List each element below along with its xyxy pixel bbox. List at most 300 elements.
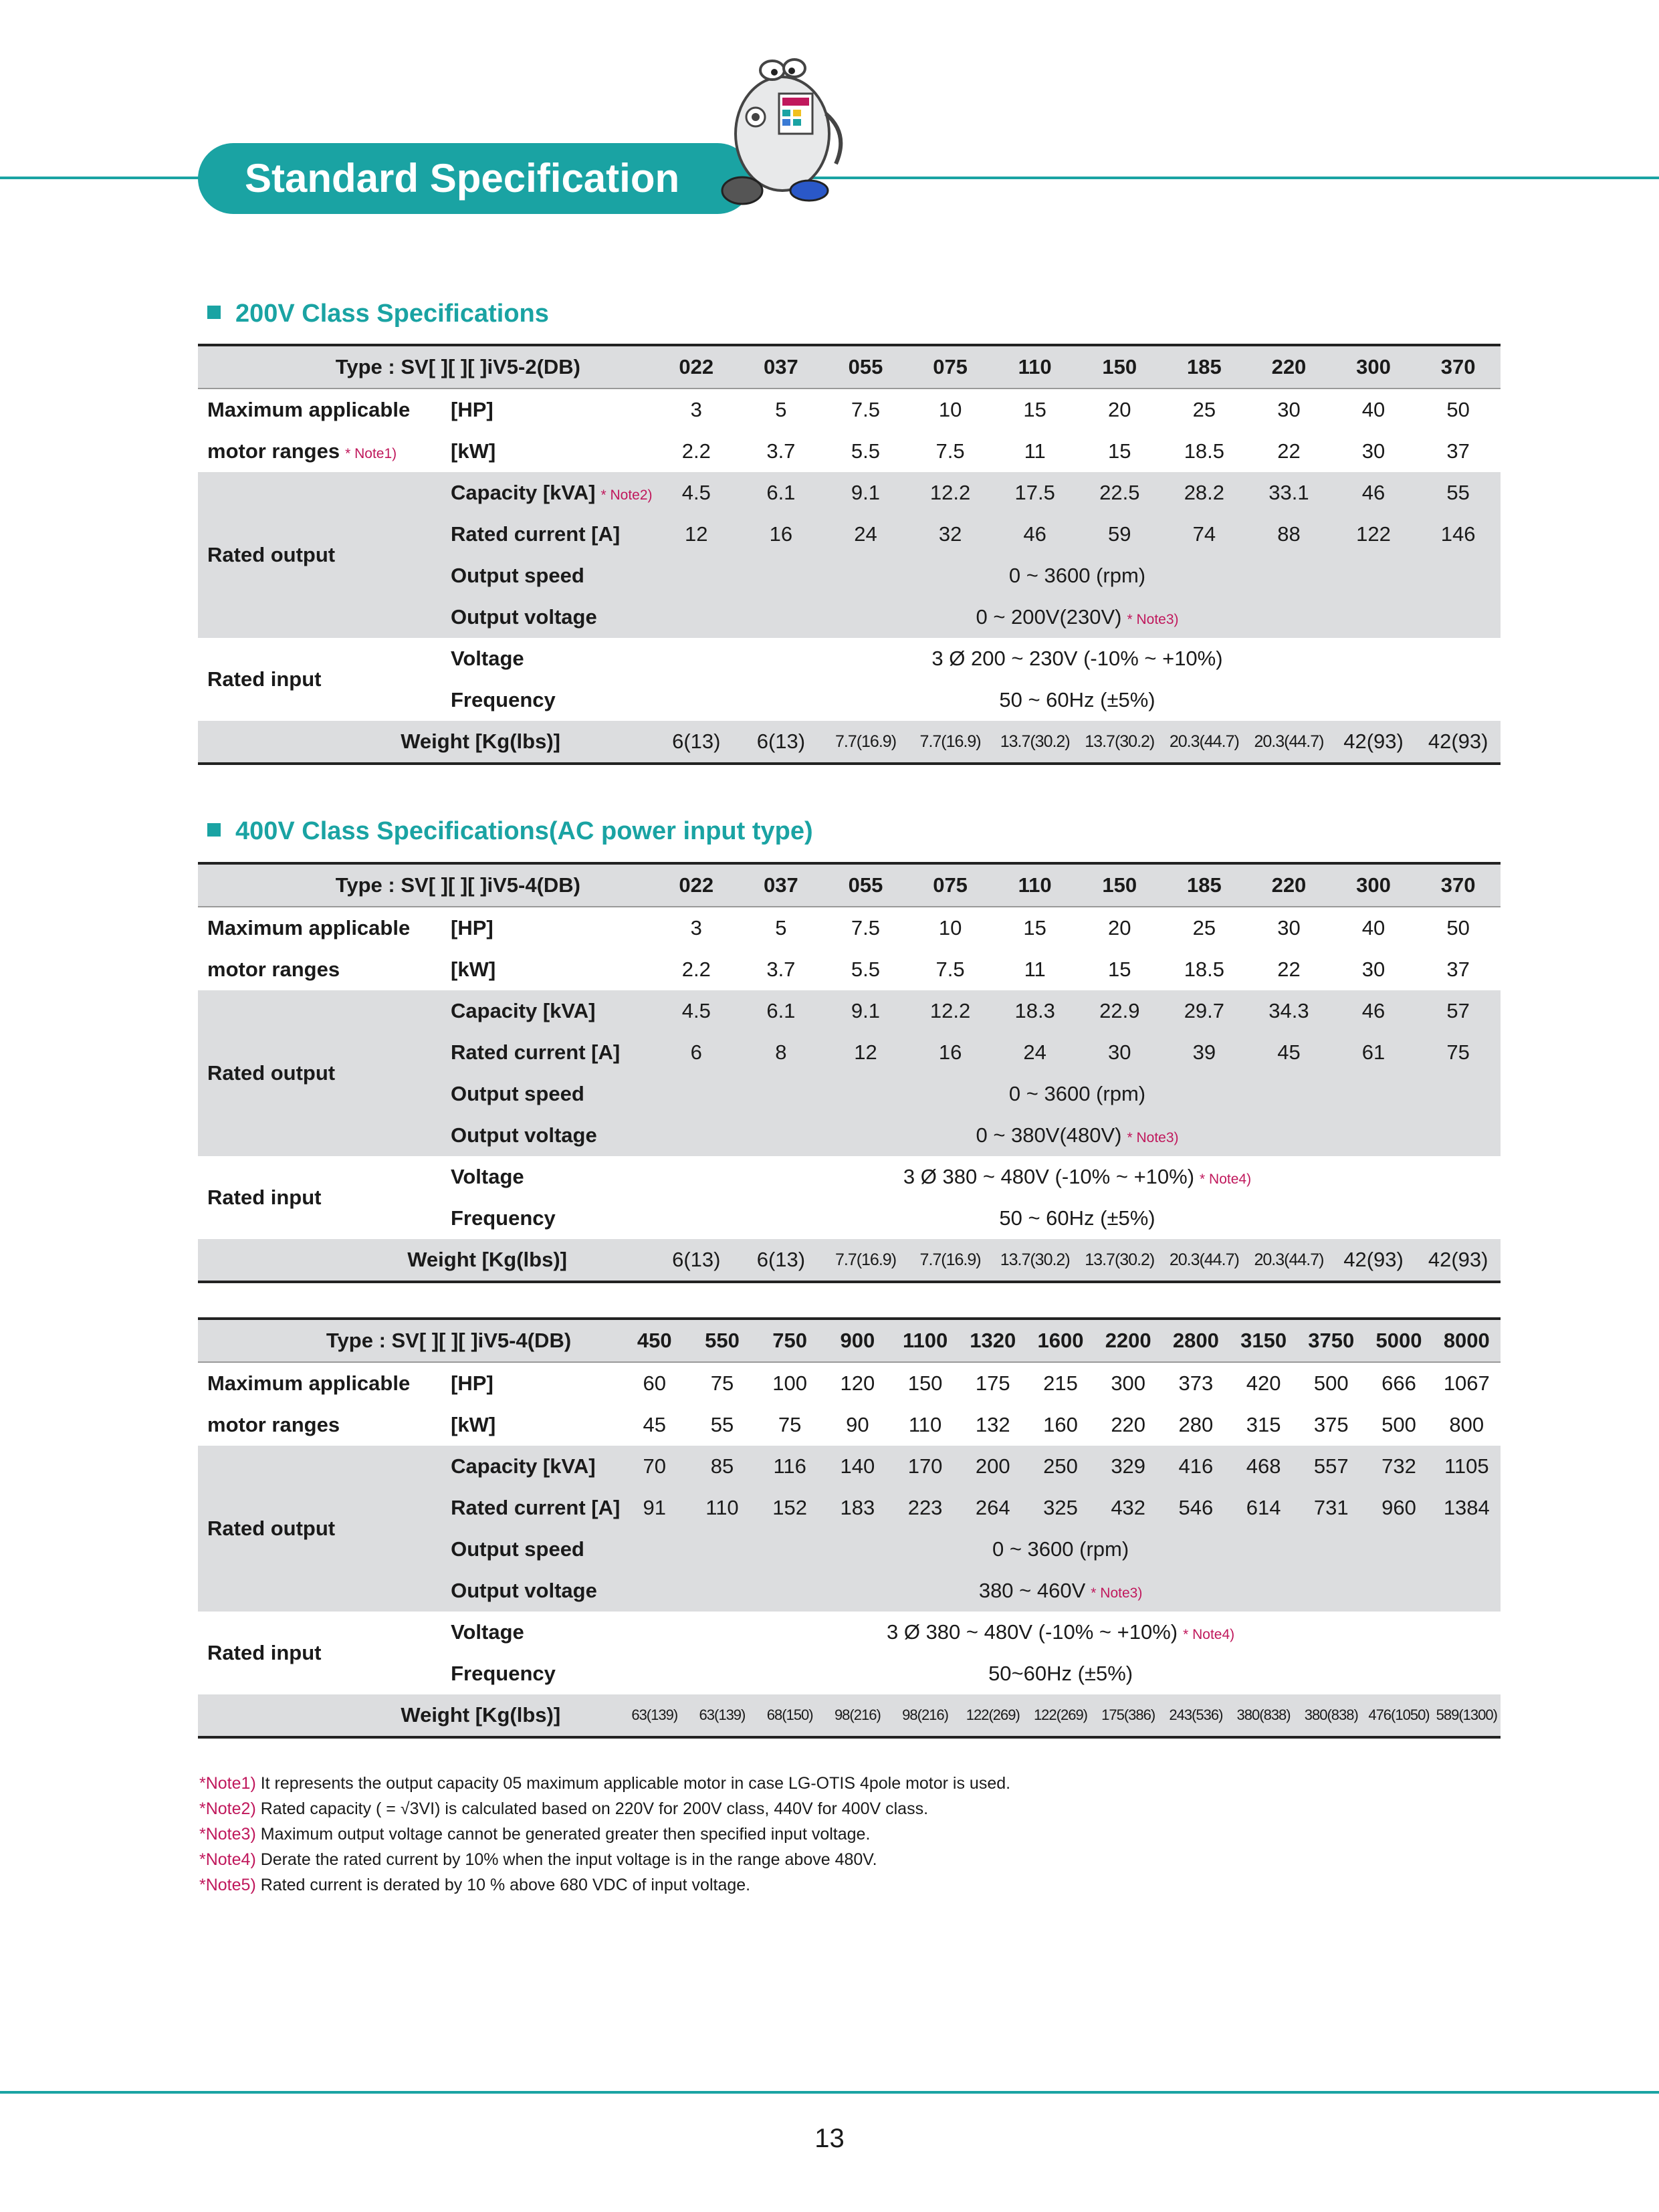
cell: 57: [1416, 990, 1501, 1032]
cell: 110: [908, 1413, 942, 1436]
cell: 32: [908, 514, 993, 555]
cell: 18.5: [1184, 439, 1225, 463]
row-label: [198, 721, 654, 764]
group-label: Rated output: [198, 472, 441, 638]
cell: 28.2: [1162, 472, 1247, 514]
model-col: 075: [908, 345, 993, 389]
table-row: [198, 1362, 1501, 1404]
cell: 75: [1416, 1032, 1501, 1073]
cell: 7.5: [851, 398, 881, 421]
row-label: Maximum applicable: [207, 916, 411, 939]
cell: 2.2: [681, 439, 711, 463]
model-col: 185: [1162, 863, 1247, 907]
cell: 46: [1331, 990, 1416, 1032]
cell: 380(838): [1230, 1694, 1297, 1737]
cell: 15: [1108, 439, 1131, 463]
cell: 7.7(16.9): [908, 1239, 993, 1282]
cell: 34.3: [1246, 990, 1331, 1032]
group-label: Rated output: [198, 990, 441, 1156]
cell: 6(13): [654, 1239, 739, 1282]
cell: 731: [1297, 1487, 1365, 1529]
cell: 15: [1023, 916, 1046, 939]
cell: 122(269): [1026, 1694, 1094, 1737]
cell: 50 ~ 60Hz (±5%): [999, 688, 1155, 711]
cell: 25: [1192, 398, 1216, 421]
cell: 40: [1361, 916, 1386, 939]
cell: 7.7(16.9): [823, 721, 908, 764]
note-ref: * Note3): [1127, 612, 1179, 627]
cell-text: 380 ~ 460V: [978, 1579, 1086, 1602]
model-col: 110: [992, 345, 1077, 389]
cell: 280: [1178, 1413, 1214, 1436]
table-row: [198, 907, 1501, 949]
cell: 375: [1313, 1413, 1349, 1436]
cell: 8: [739, 1032, 824, 1073]
sub-label: Output speed: [441, 1529, 621, 1570]
cell: 420: [1246, 1371, 1281, 1395]
footnote: [199, 1847, 1010, 1872]
cell: 10: [938, 398, 962, 421]
cell: 20.3(44.7): [1246, 1239, 1331, 1282]
cell: 800: [1449, 1413, 1484, 1436]
row-label: [198, 1694, 621, 1737]
cell: [654, 1115, 1501, 1156]
cell: 17.5: [992, 472, 1077, 514]
type-header: Type : SV[ ][ ][ ]iV5-4(DB): [198, 1319, 621, 1362]
sub-label: Output voltage: [441, 596, 654, 638]
cell: 732: [1365, 1446, 1432, 1487]
model-col: 037: [739, 863, 824, 907]
model-col: 550: [688, 1319, 756, 1362]
note-ref: * Note2): [600, 487, 653, 503]
footnote: [199, 1872, 1010, 1898]
sub-label: [HP]: [451, 916, 493, 939]
cell: 468: [1230, 1446, 1297, 1487]
cell: 18.3: [992, 990, 1077, 1032]
cell: 42(93): [1331, 1239, 1416, 1282]
model-col: 2200: [1095, 1319, 1162, 1362]
cell: 42(93): [1416, 1239, 1501, 1282]
model-col: 185: [1162, 345, 1247, 389]
model-col: 055: [823, 863, 908, 907]
footnote: [199, 1796, 1010, 1821]
footnote-tag: *Note3): [199, 1825, 256, 1844]
cell: 90: [846, 1413, 869, 1436]
bullet-square-icon: [207, 306, 221, 319]
cell: 42(93): [1331, 721, 1416, 764]
cell: 11: [1024, 439, 1046, 463]
footnote-text: Rated capacity ( = √3VI) is calculated based on 220V for 200V class, 440V for 400V class.: [255, 1799, 929, 1818]
cell: 476(1050): [1365, 1694, 1432, 1737]
section-heading-200v: [207, 300, 549, 328]
sub-label: [kW]: [451, 958, 496, 981]
cell: 3: [690, 398, 702, 421]
cell: 12.2: [908, 472, 993, 514]
sub-label: Output voltage: [441, 1570, 621, 1612]
table-row: [198, 1694, 1501, 1737]
cell: 20.3(44.7): [1162, 721, 1247, 764]
cell: 37: [1446, 958, 1470, 981]
cell: 20: [1108, 398, 1131, 421]
model-col: 370: [1416, 345, 1501, 389]
model-col: 022: [654, 863, 739, 907]
cell: 55: [710, 1413, 734, 1436]
cell: 24: [823, 514, 908, 555]
cell: 175(386): [1095, 1694, 1162, 1737]
sub-label: Output speed: [441, 1073, 654, 1115]
note-ref: * Note4): [1183, 1627, 1235, 1642]
type-header: Type : SV[ ][ ][ ]iV5-2(DB): [198, 345, 654, 389]
cell: 42(93): [1416, 721, 1501, 764]
cell: 46: [1331, 472, 1416, 514]
cell: 24: [992, 1032, 1077, 1073]
cell: 75: [778, 1413, 802, 1436]
cell: 183: [824, 1487, 891, 1529]
spec-table-200v: [198, 344, 1501, 765]
sub-label: [kW]: [451, 1413, 496, 1436]
cell: 110: [688, 1487, 756, 1529]
footer-rule: [0, 2091, 1659, 2094]
cell: 16: [739, 514, 824, 555]
cell: 1384: [1433, 1487, 1501, 1529]
cell: 7.7(16.9): [823, 1239, 908, 1282]
cell: 223: [891, 1487, 959, 1529]
cell: 18.5: [1184, 958, 1225, 981]
bullet-square-icon: [207, 823, 221, 837]
cell: 0 ~ 3600 (rpm): [654, 1073, 1501, 1115]
cell: 9.1: [823, 472, 908, 514]
cell: 10: [938, 916, 962, 939]
cell: 3.7: [766, 439, 796, 463]
cell: 7.5: [935, 439, 965, 463]
cell: 74: [1162, 514, 1247, 555]
sub-label: Output speed: [441, 555, 654, 596]
row-label: Maximum applicable: [207, 1371, 411, 1395]
cell: 45: [1246, 1032, 1331, 1073]
cell: 39: [1162, 1032, 1247, 1073]
note-ref: * Note3): [1127, 1130, 1179, 1145]
cell: 416: [1162, 1446, 1230, 1487]
sub-label: [441, 472, 654, 514]
cell: 11: [1024, 958, 1046, 981]
cell: 12: [823, 1032, 908, 1073]
group-label: Rated input: [207, 667, 322, 691]
cell-text: 0 ~ 380V(480V): [976, 1123, 1122, 1147]
model-col: 300: [1331, 345, 1416, 389]
cell: 30: [1361, 958, 1386, 981]
cell: 68(150): [756, 1694, 824, 1737]
model-col: 1600: [1026, 1319, 1094, 1362]
cell: 100: [772, 1371, 808, 1395]
cell: 432: [1095, 1487, 1162, 1529]
model-col: 3750: [1297, 1319, 1365, 1362]
table-row: [198, 389, 1501, 431]
table-row: [198, 990, 1501, 1032]
sub-label: Frequency: [451, 1662, 556, 1685]
cell: 243(536): [1162, 1694, 1230, 1737]
cell: 60: [643, 1371, 666, 1395]
cell: 98(216): [891, 1694, 959, 1737]
model-col: 220: [1246, 345, 1331, 389]
cell: 22: [1277, 958, 1301, 981]
cell: 329: [1095, 1446, 1162, 1487]
model-col: 750: [756, 1319, 824, 1362]
cell: 70: [621, 1446, 688, 1487]
cell: 61: [1331, 1032, 1416, 1073]
cell: 46: [992, 514, 1077, 555]
footnote-tag: *Note4): [199, 1850, 256, 1869]
cell: 15: [1108, 958, 1131, 981]
row-label: motor ranges: [207, 958, 340, 981]
cell: 50: [1446, 916, 1470, 939]
model-col: 300: [1331, 863, 1416, 907]
cell: 45: [643, 1413, 666, 1436]
sub-label: Frequency: [451, 1206, 556, 1230]
cell: 557: [1297, 1446, 1365, 1487]
cell: 380(838): [1297, 1694, 1365, 1737]
cell: 16: [908, 1032, 993, 1073]
cell: 12: [654, 514, 739, 555]
cell: 30: [1277, 398, 1301, 421]
cell-text: 3 Ø 380 ~ 480V (-10% ~ +10%): [886, 1620, 1178, 1644]
sub-label: [HP]: [451, 1371, 493, 1395]
table-row: [198, 472, 1501, 514]
cell: 666: [1381, 1371, 1416, 1395]
model-col: 900: [824, 1319, 891, 1362]
cell: 7.7(16.9): [908, 721, 993, 764]
model-col: 1320: [959, 1319, 1026, 1362]
cell: 4.5: [654, 990, 739, 1032]
table-row: [198, 638, 1501, 679]
cell: 5.5: [851, 439, 881, 463]
table-row: [198, 1239, 1501, 1282]
cell: 50: [1446, 398, 1470, 421]
cell: 85: [688, 1446, 756, 1487]
mascot-illustration: [715, 53, 849, 207]
cell: 6.1: [739, 472, 824, 514]
cell: 4.5: [654, 472, 739, 514]
sub-label: Rated current [A]: [441, 1032, 654, 1073]
cell: 13.7(30.2): [992, 1239, 1077, 1282]
row-label: motor ranges: [207, 1413, 340, 1436]
cell-text: 3 Ø 380 ~ 480V (-10% ~ +10%): [903, 1165, 1195, 1188]
cell: 589(1300): [1433, 1694, 1501, 1737]
cell: 5.5: [851, 958, 881, 981]
cell: [621, 1570, 1501, 1612]
cell: 25: [1192, 916, 1216, 939]
model-col: 5000: [1365, 1319, 1432, 1362]
model-col: 110: [992, 863, 1077, 907]
cell: 546: [1162, 1487, 1230, 1529]
cell: 7.5: [935, 958, 965, 981]
cell: 40: [1361, 398, 1386, 421]
cell: 59: [1077, 514, 1162, 555]
row-label: [198, 1239, 654, 1282]
cell: 75: [710, 1371, 734, 1395]
table-row: [198, 949, 1501, 990]
cell: 215: [1043, 1371, 1078, 1395]
model-col: 2800: [1162, 1319, 1230, 1362]
table-row: [198, 1156, 1501, 1198]
model-col: 075: [908, 863, 993, 907]
cell: 5: [775, 398, 787, 421]
cell: 22.9: [1077, 990, 1162, 1032]
group-label: Rated input: [207, 1186, 322, 1209]
cell: 20: [1108, 916, 1131, 939]
cell: 315: [1246, 1413, 1281, 1436]
group-label: Rated input: [207, 1641, 322, 1664]
cell: 30: [1277, 916, 1301, 939]
footnote-tag: *Note2): [199, 1799, 256, 1818]
cell: 13.7(30.2): [1077, 721, 1162, 764]
cell: 6(13): [739, 721, 824, 764]
cell: 2.2: [681, 958, 711, 981]
cell: 200: [959, 1446, 1026, 1487]
note-ref: * Note3): [1091, 1585, 1143, 1601]
cell: 170: [891, 1446, 959, 1487]
row-label-text: motor ranges: [207, 439, 340, 463]
cell: 960: [1365, 1487, 1432, 1529]
cell: 175: [975, 1371, 1010, 1395]
sub-label: Rated current [A]: [441, 1487, 621, 1529]
cell: 15: [1023, 398, 1046, 421]
type-header: Type : SV[ ][ ][ ]iV5-4(DB): [198, 863, 654, 907]
section-heading-400v: [207, 817, 813, 846]
cell: 373: [1178, 1371, 1214, 1395]
row-label-text: Weight [Kg(lbs)]: [401, 1703, 561, 1727]
cell: 325: [1026, 1487, 1094, 1529]
cell: 22: [1277, 439, 1301, 463]
table-header-row: [198, 1319, 1501, 1362]
cell: [654, 1156, 1501, 1198]
cell: 91: [621, 1487, 688, 1529]
cell: 264: [959, 1487, 1026, 1529]
footnote: [199, 1821, 1010, 1847]
cell: 6(13): [654, 721, 739, 764]
cell: 63(139): [621, 1694, 688, 1737]
cell: 20.3(44.7): [1162, 1239, 1247, 1282]
cell-text: 0 ~ 200V(230V): [976, 605, 1122, 629]
cell: 500: [1381, 1413, 1416, 1436]
cell: 22.5: [1077, 472, 1162, 514]
table-row: [198, 721, 1501, 764]
cell: 122(269): [959, 1694, 1026, 1737]
footnote-tag: *Note1): [199, 1774, 256, 1793]
cell: [654, 596, 1501, 638]
footnote-text: Rated current is derated by 10 % above 680 VDC of input voltage.: [255, 1876, 751, 1894]
cell: 6.1: [739, 990, 824, 1032]
model-col: 150: [1077, 863, 1162, 907]
cell: 1067: [1443, 1371, 1490, 1395]
note-ref: * Note1): [345, 446, 397, 461]
model-col: 3150: [1230, 1319, 1297, 1362]
cell: 150: [907, 1371, 943, 1395]
footnote-tag: *Note5): [199, 1876, 256, 1894]
model-col: 055: [823, 345, 908, 389]
cell: 300: [1111, 1371, 1146, 1395]
sub-label: Capacity [kVA]: [441, 990, 654, 1032]
cell: 50~60Hz (±5%): [988, 1662, 1133, 1685]
sub-label: Voltage: [451, 1165, 524, 1188]
cell: 132: [975, 1413, 1010, 1436]
cell: 37: [1446, 439, 1470, 463]
cell: 88: [1246, 514, 1331, 555]
cell: 98(216): [824, 1694, 891, 1737]
cell: 30: [1077, 1032, 1162, 1073]
sub-label: Voltage: [451, 647, 524, 670]
cell: 146: [1416, 514, 1501, 555]
sub-label: Voltage: [451, 1620, 524, 1644]
section-title: 200V Class Specifications: [235, 300, 549, 328]
cell: 160: [1043, 1413, 1078, 1436]
footnote-text: Maximum output voltage cannot be generated greater then specified input voltage.: [255, 1825, 871, 1844]
cell: 120: [840, 1371, 875, 1395]
sub-label: Output voltage: [441, 1115, 654, 1156]
cell: 55: [1416, 472, 1501, 514]
cell: 614: [1230, 1487, 1297, 1529]
cell: 6: [654, 1032, 739, 1073]
cell: 3 Ø 200 ~ 230V (-10% ~ +10%): [931, 647, 1223, 670]
footnotes: [199, 1771, 1010, 1898]
sub-label: [HP]: [451, 398, 493, 421]
model-col: 220: [1246, 863, 1331, 907]
cell: 13.7(30.2): [1077, 1239, 1162, 1282]
cell: [621, 1612, 1501, 1653]
cell: 7.5: [851, 916, 881, 939]
model-col: 037: [739, 345, 824, 389]
row-label: Maximum applicable: [207, 398, 411, 421]
sub-label-text: Capacity [kVA]: [451, 481, 596, 504]
cell: 250: [1026, 1446, 1094, 1487]
cell: 29.7: [1162, 990, 1247, 1032]
table-row: [198, 431, 1501, 472]
page-number: 13: [814, 2124, 845, 2153]
note-ref: * Note4): [1200, 1172, 1252, 1187]
table-header-row: [198, 863, 1501, 907]
cell: 500: [1313, 1371, 1349, 1395]
cell: 220: [1111, 1413, 1146, 1436]
cell: 140: [824, 1446, 891, 1487]
model-col: 370: [1416, 863, 1501, 907]
row-label-text: Weight [Kg(lbs)]: [401, 730, 560, 753]
section-title: 400V Class Specifications(AC power input type): [235, 817, 813, 845]
cell: 3.7: [766, 958, 796, 981]
footnote-text: It represents the output capacity 05 maximum applicable motor in case LG-OTIS 4pole motor is used.: [255, 1774, 1011, 1793]
table-row: [198, 1404, 1501, 1446]
cell: 0 ~ 3600 (rpm): [621, 1529, 1501, 1570]
footnote-text: Derate the rated current by 10% when the input voltage is in the range above 480V.: [255, 1850, 877, 1869]
cell: 152: [756, 1487, 824, 1529]
model-col: 8000: [1433, 1319, 1501, 1362]
cell: 5: [775, 916, 787, 939]
page-title: Standard Specification: [198, 143, 753, 214]
cell: 50 ~ 60Hz (±5%): [999, 1206, 1155, 1230]
table-row: [198, 1446, 1501, 1487]
model-col: 022: [654, 345, 739, 389]
footnote: [199, 1771, 1010, 1796]
table-header-row: [198, 345, 1501, 389]
cell: 12.2: [908, 990, 993, 1032]
model-col: 150: [1077, 345, 1162, 389]
cell: 33.1: [1246, 472, 1331, 514]
row-label: [198, 431, 441, 472]
cell: 122: [1331, 514, 1416, 555]
cell: 63(139): [688, 1694, 756, 1737]
cell: 20.3(44.7): [1246, 721, 1331, 764]
group-label: Rated output: [198, 1446, 441, 1612]
sub-label: [kW]: [451, 439, 496, 463]
sub-label: Frequency: [451, 688, 556, 711]
